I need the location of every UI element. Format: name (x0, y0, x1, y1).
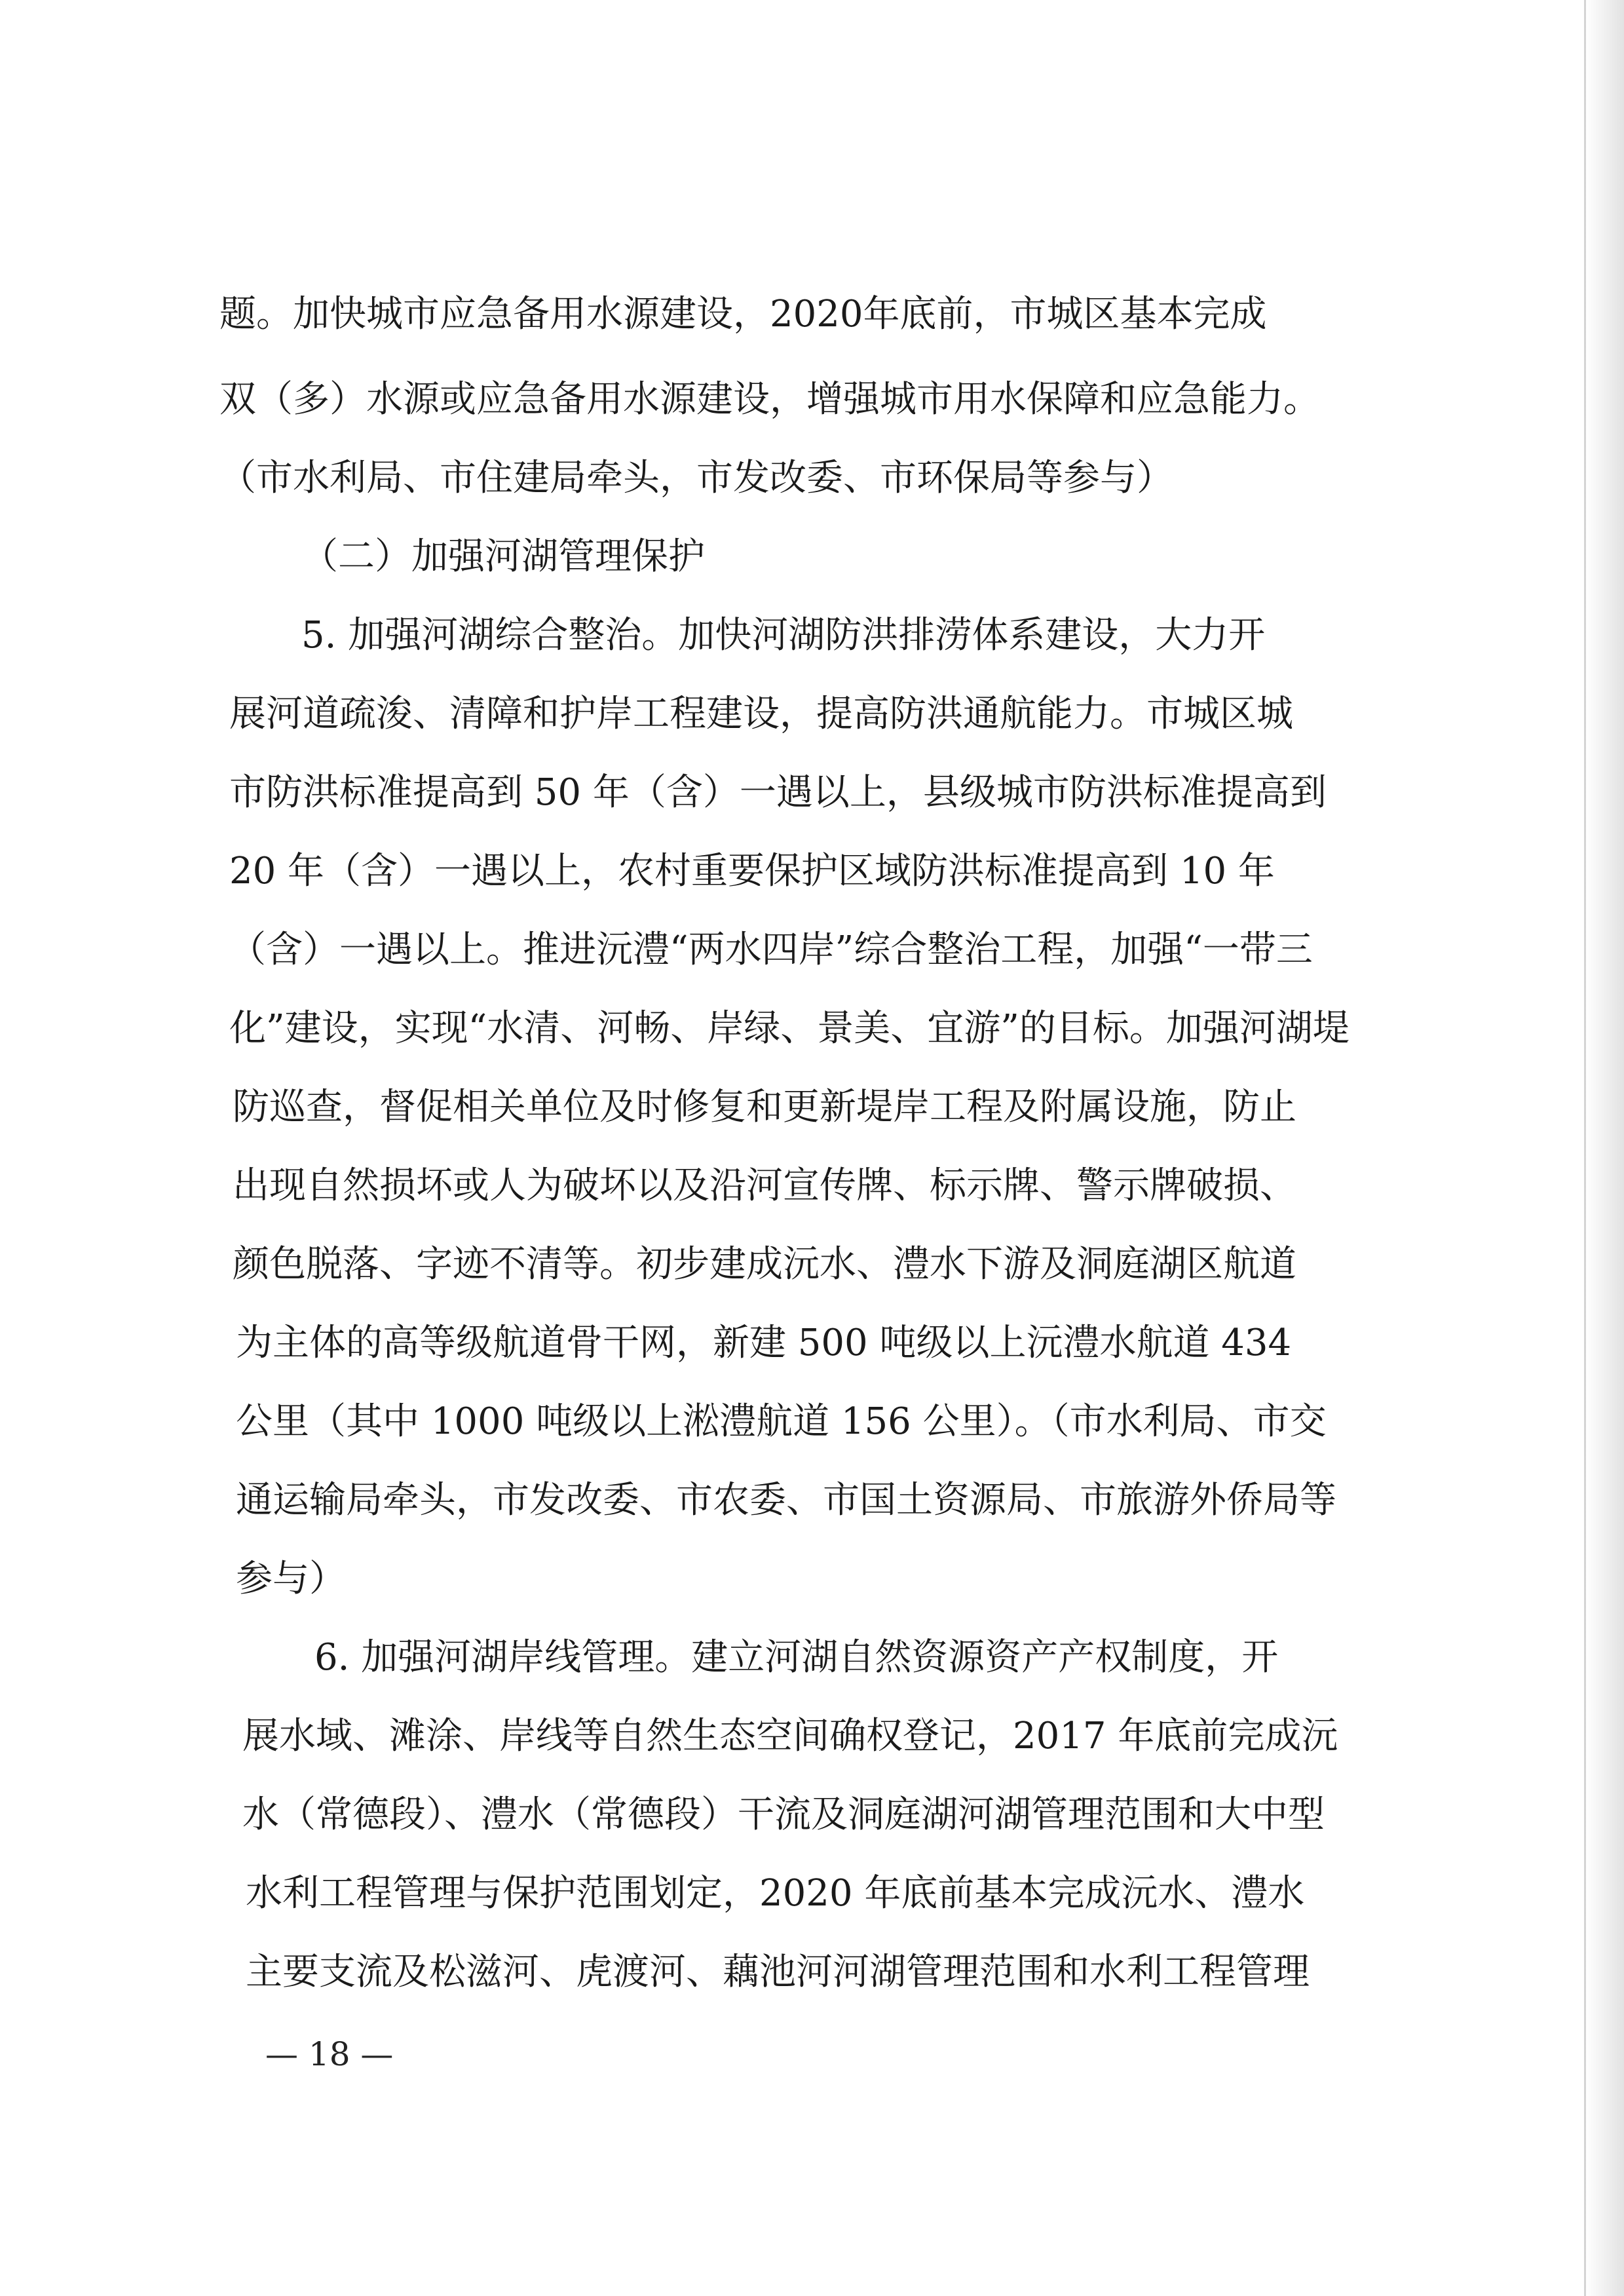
text-line: 水利工程管理与保护范围划定，2020 年底前基本完成沅水、澧水 (246, 1872, 1305, 1915)
text-line: 展河道疏浚、清障和护岸工程建设，提高防洪通航能力。市城区城 (229, 693, 1293, 735)
text-line: 参与） (236, 1558, 346, 1600)
page-number: — 18 — (265, 2035, 394, 2073)
text-line: （含）一遇以上。推进沅澧“两水四岸”综合整治工程，加强“一带三 (229, 928, 1313, 971)
section-heading: （二）加强河湖管理保护 (301, 535, 705, 578)
text-line: 通运输局牵头，市发改委、市农委、市国土资源局、市旅游外侨局等 (236, 1479, 1336, 1521)
text-line: 出现自然损坏或人为破坏以及沿河宣传牌、标示牌、警示牌破损、 (233, 1164, 1296, 1207)
text-line: 主要支流及松滋河、虎渡河、藕池河河湖管理范围和水利工程管理 (246, 1951, 1310, 1993)
text-line: 市防洪标准提高到 50 年（含）一遇以上，县级城市防洪标准提高到 (229, 771, 1327, 814)
text-line: 水（常德段）、澧水（常德段）干流及洞庭湖河湖管理范围和大中型 (242, 1793, 1325, 1836)
text-line: 展水域、滩涂、岸线等自然生态空间确权登记，2017 年底前完成沅 (242, 1715, 1338, 1757)
text-line: 公里（其中 1000 吨级以上淞澧航道 156 公里）。（市水利局、市交 (236, 1400, 1327, 1443)
text-line: （市水利局、市住建局牵头，市发改委、市环保局等参与） (219, 457, 1173, 499)
text-line: 20 年（含）一遇以上，农村重要保护区域防洪标准提高到 10 年 (229, 850, 1275, 892)
text-line: 化”建设，实现“水清、河畅、岸绿、景美、宜游”的目标。加强河湖堤 (229, 1007, 1350, 1050)
text-line: 颜色脱落、字迹不清等。初步建成沅水、澧水下游及洞庭湖区航道 (233, 1243, 1296, 1286)
text-line: 为主体的高等级航道骨干网，新建 500 吨级以上沅澧水航道 434 (236, 1322, 1292, 1364)
text-line: 防巡查，督促相关单位及时修复和更新堤岸工程及附属设施，防止 (233, 1086, 1296, 1128)
text-line: 6. 加强河湖岸线管理。建立河湖自然资源资产产权制度，开 (314, 1636, 1279, 1679)
page-edge-shadow (1584, 0, 1624, 2296)
text-line: 题。加快城市应急备用水源建设，2020年底前，市城区基本完成 (219, 293, 1267, 335)
text-line: 双（多）水源或应急备用水源建设，增强城市用水保障和应急能力。 (219, 378, 1320, 421)
text-line: 5. 加强河湖综合整治。加快河湖防洪排涝体系建设，大力开 (301, 614, 1266, 657)
